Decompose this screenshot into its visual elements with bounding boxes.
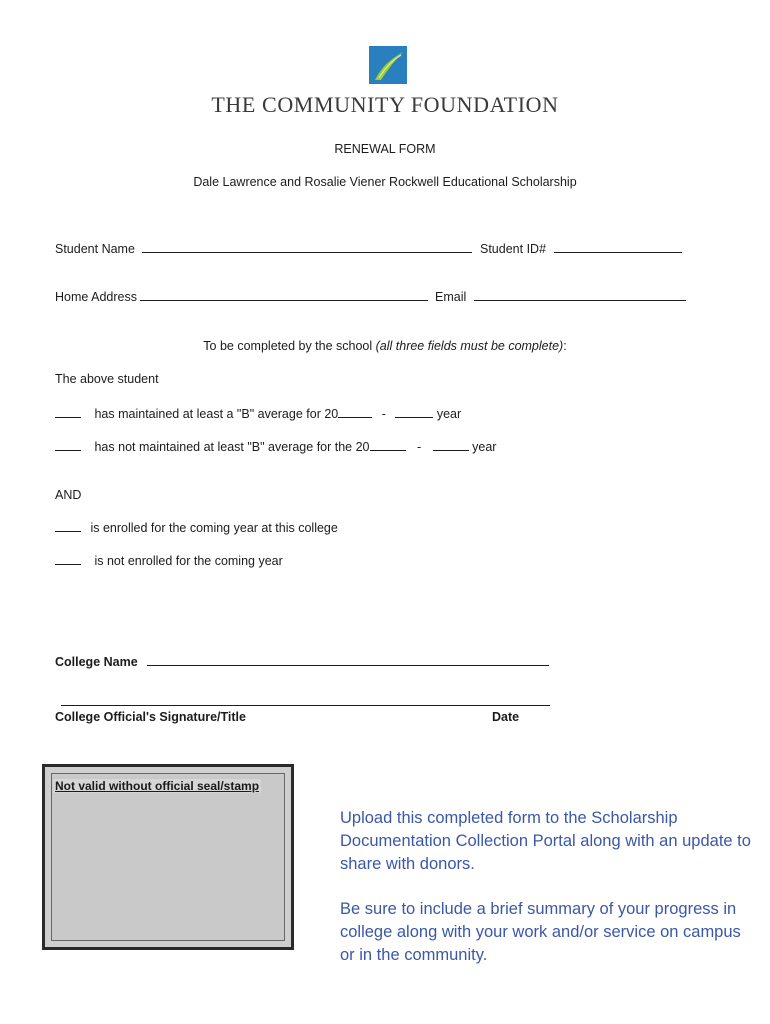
seal-stamp-area bbox=[51, 773, 285, 941]
and-label: AND bbox=[55, 488, 82, 502]
maintained-checkbox-line[interactable] bbox=[55, 406, 81, 418]
school-intro-text: To be completed by the school bbox=[203, 339, 376, 353]
option-not-maintained bbox=[55, 438, 496, 454]
seal-label: Not valid without official seal/stamp bbox=[55, 779, 260, 793]
student-id-field[interactable] bbox=[554, 240, 682, 253]
not-maintained-year-label: year bbox=[472, 440, 497, 454]
upload-paragraph-1: Upload this completed form to the Scholarship Documentation Collection Portal along with an update to share with donors. bbox=[340, 809, 751, 873]
not-maintained-checkbox-line[interactable] bbox=[55, 439, 81, 451]
upload-instructions bbox=[340, 807, 760, 989]
email-field[interactable] bbox=[474, 288, 686, 301]
student-id-label: Student ID# bbox=[480, 242, 547, 256]
home-address-label: Home Address bbox=[55, 290, 137, 304]
school-intro-end: : bbox=[563, 339, 567, 353]
form-title: RENEWAL FORM bbox=[334, 142, 436, 156]
home-address-field[interactable] bbox=[140, 288, 428, 301]
leaf-logo-icon bbox=[369, 46, 407, 84]
org-name-logo: THE COMMUNITY FOUNDATION bbox=[211, 92, 559, 117]
student-name-field[interactable] bbox=[142, 240, 472, 253]
upload-paragraph-2: Be sure to include a brief summary of your progress in college along with your work and/or service on campus or in the community. bbox=[340, 900, 741, 964]
student-name-row bbox=[55, 240, 472, 256]
college-name-row bbox=[55, 653, 549, 669]
maintained-dash: - bbox=[381, 407, 386, 421]
email-label: Email bbox=[435, 290, 467, 304]
enrolled-checkbox-line[interactable] bbox=[55, 520, 81, 532]
not-maintained-text: has not maintained at least "B" average for the 20 bbox=[94, 440, 370, 454]
school-instructions bbox=[0, 339, 770, 353]
date-label: Date bbox=[492, 710, 520, 724]
maintained-year-start-field[interactable] bbox=[338, 405, 372, 418]
option-not-enrolled bbox=[55, 553, 283, 568]
above-student-label: The above student bbox=[55, 372, 159, 386]
option-maintained bbox=[55, 405, 461, 421]
home-address-row bbox=[55, 288, 428, 304]
not-enrolled-checkbox-line[interactable] bbox=[55, 553, 81, 565]
not-enrolled-text: is not enrolled for the coming year bbox=[94, 554, 283, 568]
seal-stamp-box bbox=[42, 764, 294, 950]
scholarship-name: Dale Lawrence and Rosalie Viener Rockwell Educational Scholarship bbox=[193, 175, 577, 189]
email-row bbox=[435, 288, 686, 304]
college-name-label: College Name bbox=[55, 655, 138, 669]
not-maintained-year-end-field[interactable] bbox=[433, 438, 469, 451]
option-enrolled bbox=[55, 520, 338, 535]
maintained-text: has maintained at least a "B" average for 20 bbox=[94, 407, 339, 421]
enrolled-text: is enrolled for the coming year at this college bbox=[90, 521, 338, 535]
signature-field[interactable] bbox=[61, 705, 550, 706]
maintained-year-end-field[interactable] bbox=[395, 405, 433, 418]
not-maintained-year-start-field[interactable] bbox=[370, 438, 406, 451]
signature-label: College Official's Signature/Title bbox=[55, 710, 246, 724]
student-id-row bbox=[480, 240, 682, 256]
maintained-year-label: year bbox=[436, 407, 462, 421]
student-name-label: Student Name bbox=[55, 242, 135, 256]
school-intro-italic: (all three fields must be complete) bbox=[375, 339, 564, 353]
not-maintained-dash: - bbox=[417, 440, 422, 454]
college-name-field[interactable] bbox=[147, 653, 549, 666]
